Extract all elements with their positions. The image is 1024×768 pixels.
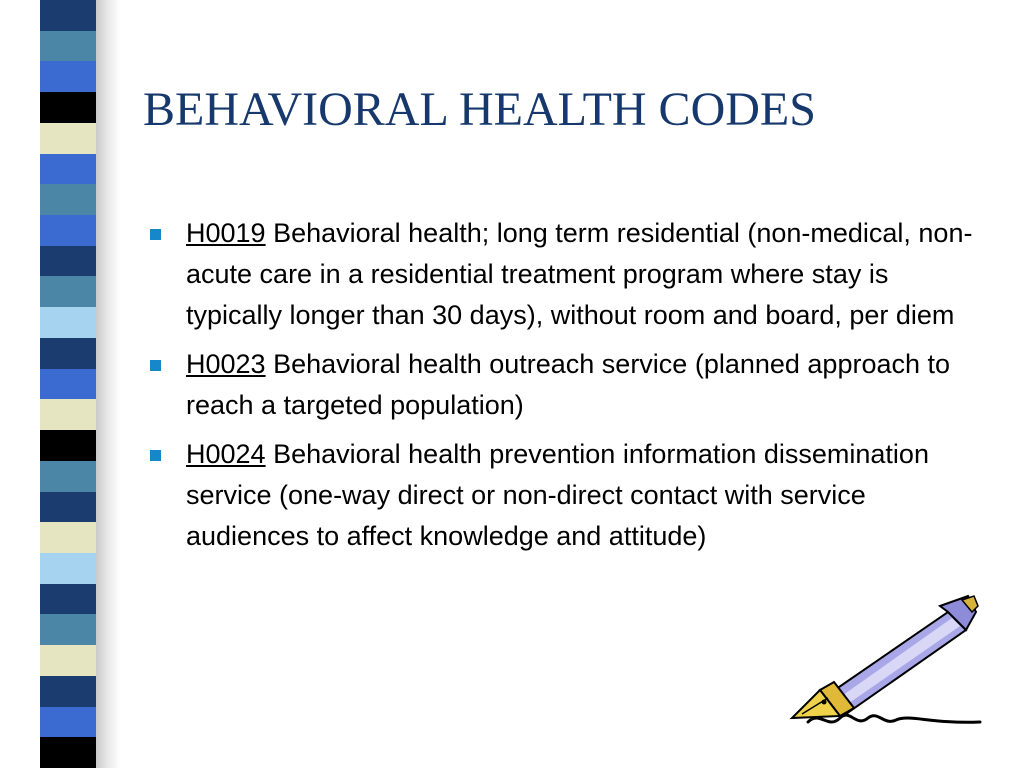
stripe-segment	[40, 123, 96, 154]
stripe-segment	[40, 399, 96, 430]
stripe-segment	[40, 31, 96, 62]
stripe-segment	[40, 61, 96, 92]
stripe-segment	[40, 338, 96, 369]
code-description: Behavioral health outreach service (planned approach to reach a targeted population)	[186, 349, 951, 420]
stripe-segment	[40, 276, 96, 307]
bullet-list	[143, 213, 983, 565]
stripe-segment	[40, 553, 96, 584]
stripe-segment	[40, 522, 96, 553]
stripe-segment	[40, 92, 96, 123]
stripe-segment	[40, 430, 96, 461]
bullet-item	[143, 213, 983, 336]
slide-title: BEHAVIORAL HEALTH CODES	[143, 83, 816, 136]
bullet-marker-icon	[150, 360, 161, 371]
code-label: H0024	[186, 439, 266, 469]
stripe-segment	[40, 584, 96, 615]
bullet-marker-icon	[150, 450, 161, 461]
stripe-segment	[40, 0, 96, 31]
decorative-stripe	[40, 0, 96, 768]
code-label: H0019	[186, 218, 266, 248]
stripe-segment	[40, 184, 96, 215]
stripe-segment	[40, 492, 96, 523]
stripe-segment	[40, 737, 96, 768]
code-description: Behavioral health; long term residential (non-medical, non-acute care in a residential treatment program where stay is typically longer than 30 days), without room and board, per diem	[186, 218, 973, 330]
stripe-segment	[40, 154, 96, 185]
stripe-shadow	[96, 0, 120, 768]
stripe-segment	[40, 461, 96, 492]
code-label: H0023	[186, 349, 266, 379]
stripe-segment	[40, 369, 96, 400]
bullet-item	[143, 434, 983, 557]
stripe-segment	[40, 645, 96, 676]
stripe-segment	[40, 215, 96, 246]
bullet-marker-icon	[150, 229, 161, 240]
bullet-item	[143, 344, 983, 426]
fountain-pen-icon	[780, 590, 985, 735]
stripe-segment	[40, 614, 96, 645]
stripe-segment	[40, 676, 96, 707]
stripe-segment	[40, 707, 96, 738]
stripe-segment	[40, 307, 96, 338]
stripe-segment	[40, 246, 96, 277]
code-description: Behavioral health prevention information dissemination service (one-way direct or non-direct contact with service audiences to affect knowledge and attitude)	[186, 439, 929, 551]
